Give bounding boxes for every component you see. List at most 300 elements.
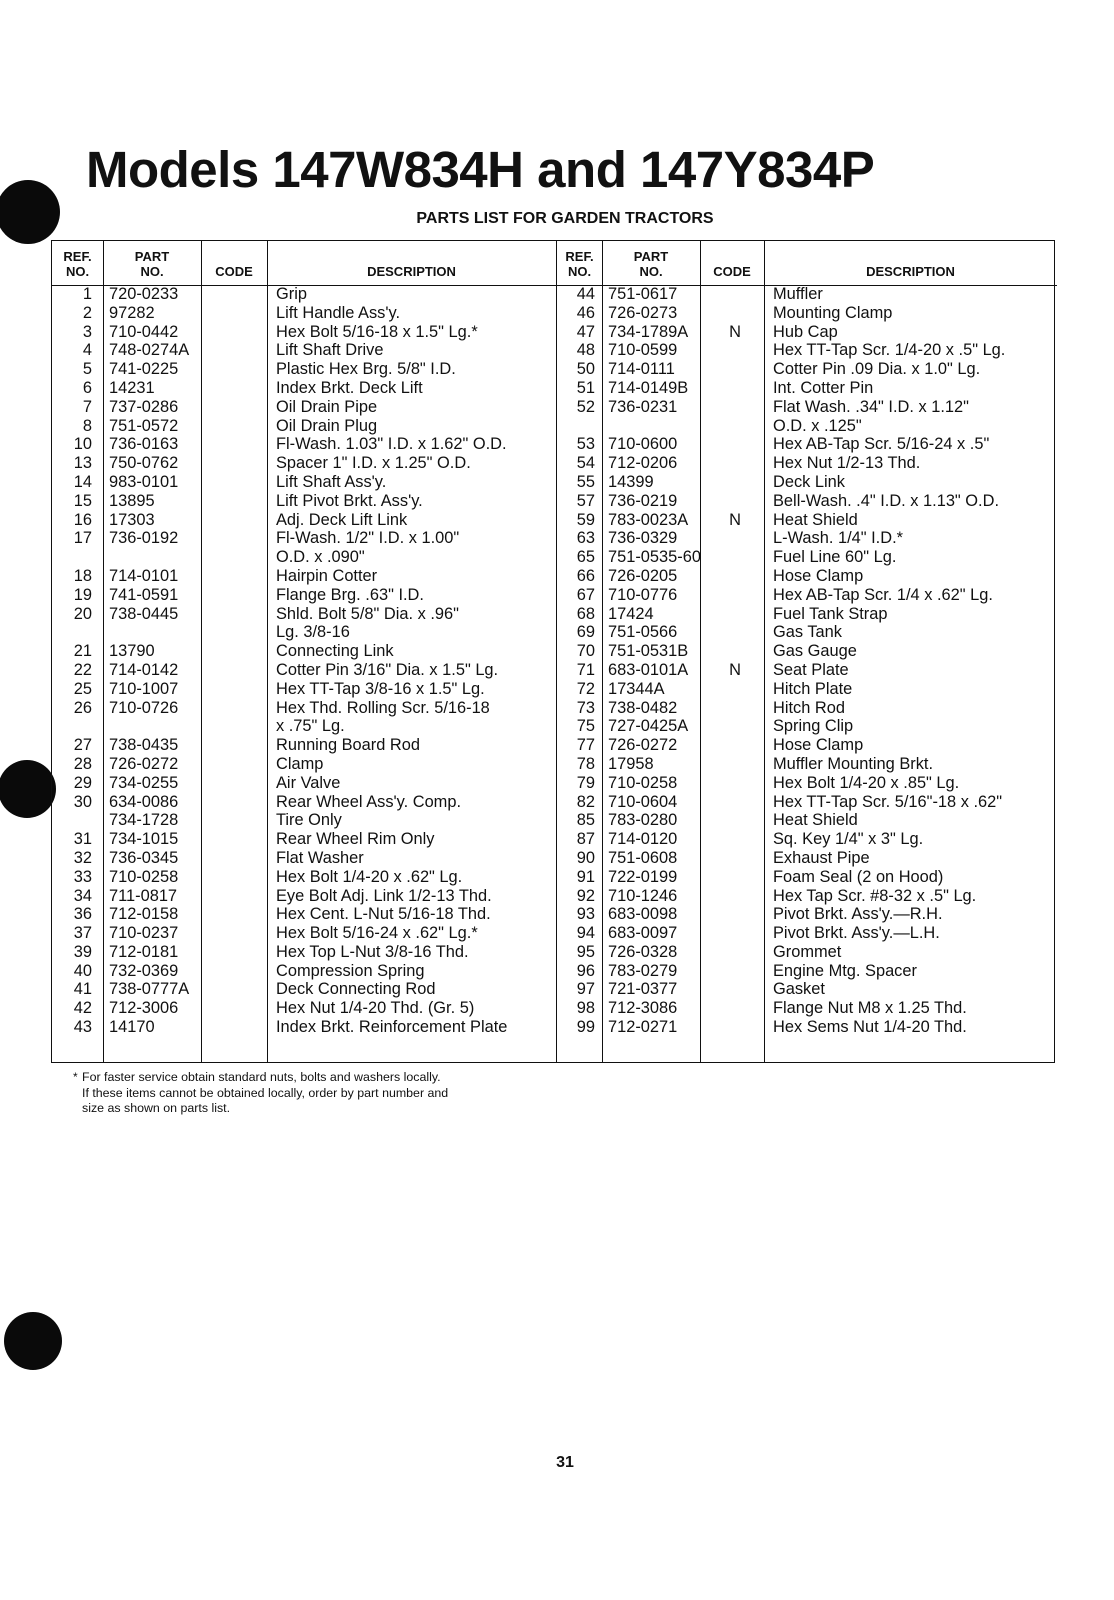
table-row bbox=[52, 642, 556, 661]
table-row bbox=[557, 736, 1057, 755]
part-no-cell: 736-0163 bbox=[109, 435, 179, 454]
footnote-line: If these items cannot be obtained locally, order by part number and bbox=[82, 1085, 449, 1100]
description-cell: Lg. 3/8-16 bbox=[276, 623, 350, 642]
ref-no-cell: 43 bbox=[73, 1018, 92, 1037]
description-cell: Hex Sems Nut 1/4-20 Thd. bbox=[773, 1018, 967, 1037]
description-cell: Hex Bolt 5/16-24 x .62" Lg.* bbox=[276, 924, 478, 943]
ref-no-cell: 93 bbox=[576, 905, 595, 924]
part-no-cell: 710-0726 bbox=[109, 698, 179, 717]
part-no-cell: 751-0531B bbox=[608, 642, 689, 661]
part-no-cell: 726-0273 bbox=[608, 303, 678, 322]
table-row bbox=[52, 661, 556, 680]
description-cell: Index Brkt. Deck Lift bbox=[276, 378, 423, 397]
ref-no-cell: 37 bbox=[73, 924, 92, 943]
table-row bbox=[52, 980, 556, 999]
part-no-cell: 710-0237 bbox=[109, 924, 179, 943]
ref-no-cell: 32 bbox=[73, 848, 92, 867]
part-no-cell: 736-0329 bbox=[608, 529, 678, 548]
ref-no-cell: 67 bbox=[576, 585, 595, 604]
part-no-cell: 720-0233 bbox=[109, 285, 179, 303]
description-cell: O.D. x .090" bbox=[276, 548, 365, 567]
header-description: DESCRIPTION bbox=[866, 264, 955, 279]
description-cell: Hairpin Cotter bbox=[276, 566, 378, 585]
ref-no-cell: 50 bbox=[576, 360, 595, 379]
part-no-cell: 13790 bbox=[109, 642, 155, 661]
part-no-cell: 710-0442 bbox=[109, 322, 179, 341]
part-no-cell: 13895 bbox=[109, 491, 155, 510]
description-cell: Hex Tap Scr. #8-32 x .5" Lg. bbox=[773, 886, 977, 905]
ref-no-cell: 73 bbox=[576, 698, 595, 717]
part-no-cell: 721-0377 bbox=[608, 980, 678, 999]
table-row bbox=[557, 417, 1057, 436]
table-row bbox=[557, 999, 1057, 1018]
table-row bbox=[52, 793, 556, 812]
part-no-cell: 751-0535-60 bbox=[608, 548, 701, 567]
ref-no-cell: 98 bbox=[576, 999, 595, 1018]
table-row bbox=[557, 586, 1057, 605]
ref-no-cell: 90 bbox=[576, 848, 595, 867]
table-row bbox=[557, 680, 1057, 699]
part-no-cell: 983-0101 bbox=[109, 472, 179, 491]
part-no-cell: 783-0279 bbox=[608, 961, 678, 980]
ref-no-cell: 6 bbox=[82, 378, 92, 397]
table-row bbox=[52, 435, 556, 454]
part-no-cell: 710-0600 bbox=[608, 435, 678, 454]
description-cell: Running Board Rod bbox=[276, 736, 420, 755]
table-row bbox=[557, 567, 1057, 586]
description-cell: Grommet bbox=[773, 942, 842, 961]
ref-no-cell: 70 bbox=[576, 642, 595, 661]
description-cell: Oil Drain Pipe bbox=[276, 397, 378, 416]
description-cell: Foam Seal (2 on Hood) bbox=[773, 867, 944, 886]
binder-hole bbox=[4, 1312, 62, 1370]
table-row bbox=[52, 717, 556, 736]
description-cell: x .75" Lg. bbox=[276, 717, 345, 736]
description-cell: Hex TT-Tap 3/8-16 x 1.5" Lg. bbox=[276, 679, 485, 698]
ref-no-cell: 15 bbox=[73, 491, 92, 510]
part-no-cell: 738-0445 bbox=[109, 604, 179, 623]
description-cell: Heat Shield bbox=[773, 510, 858, 529]
table-row bbox=[52, 905, 556, 924]
part-no-cell: 710-1246 bbox=[608, 886, 678, 905]
ref-no-cell: 68 bbox=[576, 604, 595, 623]
ref-no-cell: 52 bbox=[576, 397, 595, 416]
ref-no-cell: 71 bbox=[576, 660, 595, 679]
description-cell: Deck Connecting Rod bbox=[276, 980, 436, 999]
description-cell: Hex AB-Tap Scr. 5/16-24 x .5" bbox=[773, 435, 990, 454]
page-subtitle: PARTS LIST FOR GARDEN TRACTORS bbox=[416, 210, 714, 227]
part-no-cell: 736-0231 bbox=[608, 397, 678, 416]
description-cell: L-Wash. 1/4" I.D.* bbox=[773, 529, 904, 548]
ref-no-cell: 94 bbox=[576, 924, 595, 943]
table-row bbox=[557, 699, 1057, 718]
ref-no-cell: 13 bbox=[73, 454, 92, 473]
table-row bbox=[557, 435, 1057, 454]
part-no-cell: 741-0225 bbox=[109, 360, 179, 379]
ref-no-cell: 17 bbox=[73, 529, 92, 548]
table-row bbox=[557, 473, 1057, 492]
part-no-cell: 17424 bbox=[608, 604, 654, 623]
ref-no-cell: 54 bbox=[576, 454, 595, 473]
ref-no-cell: 78 bbox=[576, 754, 595, 773]
ref-no-cell: 87 bbox=[576, 830, 595, 849]
parts-table bbox=[51, 240, 1055, 1063]
header-part-no: PART NO. bbox=[633, 249, 669, 279]
ref-no-cell: 44 bbox=[576, 285, 595, 303]
description-cell: Hex Bolt 5/16-18 x 1.5" Lg.* bbox=[276, 322, 478, 341]
ref-no-cell: 47 bbox=[576, 322, 595, 341]
ref-no-cell: 26 bbox=[73, 698, 92, 717]
ref-no-cell: 92 bbox=[576, 886, 595, 905]
part-no-cell: 17344A bbox=[608, 679, 665, 698]
table-row bbox=[557, 849, 1057, 868]
description-cell: Rear Wheel Rim Only bbox=[276, 830, 435, 849]
part-no-cell: 712-0181 bbox=[109, 942, 179, 961]
part-no-cell: 736-0192 bbox=[109, 529, 179, 548]
table-row bbox=[52, 943, 556, 962]
header-code: CODE bbox=[215, 264, 253, 279]
description-cell: Hex TT-Tap Scr. 1/4-20 x .5" Lg. bbox=[773, 341, 1006, 360]
table-row bbox=[557, 304, 1057, 323]
ref-no-cell: 18 bbox=[73, 566, 92, 585]
table-row bbox=[557, 774, 1057, 793]
table-row bbox=[52, 360, 556, 379]
description-cell: Clamp bbox=[276, 754, 324, 773]
description-cell: Flat Washer bbox=[276, 848, 364, 867]
part-no-cell: 710-1007 bbox=[109, 679, 179, 698]
ref-no-cell: 33 bbox=[73, 867, 92, 886]
part-no-cell: 17958 bbox=[608, 754, 654, 773]
footnote-asterisk: * bbox=[73, 1070, 78, 1084]
ref-no-cell: 77 bbox=[576, 736, 595, 755]
description-cell: Pivot Brkt. Ass'y.—R.H. bbox=[773, 905, 943, 924]
table-row bbox=[557, 398, 1057, 417]
ref-no-cell: 25 bbox=[73, 679, 92, 698]
table-row bbox=[557, 642, 1057, 661]
description-cell: Index Brkt. Reinforcement Plate bbox=[276, 1018, 508, 1037]
table-row bbox=[557, 605, 1057, 624]
part-no-cell: 738-0482 bbox=[608, 698, 678, 717]
description-cell: Gas Tank bbox=[773, 623, 842, 642]
table-row bbox=[52, 567, 556, 586]
table-row bbox=[52, 830, 556, 849]
ref-no-cell: 51 bbox=[576, 378, 595, 397]
description-cell: Sq. Key 1/4" x 3" Lg. bbox=[773, 830, 924, 849]
description-cell: Mounting Clamp bbox=[773, 303, 893, 322]
table-body bbox=[557, 285, 1057, 1037]
description-cell: Adj. Deck Lift Link bbox=[276, 510, 408, 529]
parts-table-left-half bbox=[52, 241, 556, 1062]
table-row bbox=[52, 548, 556, 567]
description-cell: Heat Shield bbox=[773, 811, 858, 830]
ref-no-cell: 57 bbox=[576, 491, 595, 510]
ref-no-cell: 1 bbox=[82, 285, 92, 303]
table-row bbox=[52, 1018, 556, 1037]
table-row bbox=[52, 736, 556, 755]
ref-no-cell: 69 bbox=[576, 623, 595, 642]
table-row bbox=[557, 623, 1057, 642]
part-no-cell: 710-0604 bbox=[608, 792, 678, 811]
description-cell: Hex AB-Tap Scr. 1/4 x .62" Lg. bbox=[773, 585, 993, 604]
description-cell: Hex Bolt 1/4-20 x .85" Lg. bbox=[773, 773, 960, 792]
ref-no-cell: 95 bbox=[576, 942, 595, 961]
table-body bbox=[52, 285, 556, 1037]
ref-no-cell: 16 bbox=[73, 510, 92, 529]
description-cell: Rear Wheel Ass'y. Comp. bbox=[276, 792, 462, 811]
table-row bbox=[52, 811, 556, 830]
description-cell: Gas Gauge bbox=[773, 642, 857, 661]
part-no-cell: 714-0111 bbox=[608, 360, 675, 379]
description-cell: Flange Brg. .63" I.D. bbox=[276, 585, 424, 604]
table-row bbox=[557, 548, 1057, 567]
part-no-cell: 734-1728 bbox=[109, 811, 179, 830]
description-cell: Hitch Plate bbox=[773, 679, 853, 698]
ref-no-cell: 3 bbox=[82, 322, 92, 341]
ref-no-cell: 97 bbox=[576, 980, 595, 999]
description-cell: Hub Cap bbox=[773, 322, 838, 341]
part-no-cell: 726-0272 bbox=[608, 736, 678, 755]
part-no-cell: 710-0258 bbox=[608, 773, 678, 792]
ref-no-cell: 65 bbox=[576, 548, 595, 567]
table-row bbox=[557, 1018, 1057, 1037]
ref-no-cell: 53 bbox=[576, 435, 595, 454]
ref-no-cell: 8 bbox=[82, 416, 92, 435]
description-cell: Plastic Hex Brg. 5/8" I.D. bbox=[276, 360, 456, 379]
table-row bbox=[52, 887, 556, 906]
table-row bbox=[557, 379, 1057, 398]
code-cell: N bbox=[729, 322, 741, 341]
description-cell: Fl-Wash. 1/2" I.D. x 1.00" bbox=[276, 529, 460, 548]
ref-no-cell: 34 bbox=[73, 886, 92, 905]
ref-no-cell: 63 bbox=[576, 529, 595, 548]
description-cell: Fuel Tank Strap bbox=[773, 604, 888, 623]
part-no-cell: 97282 bbox=[109, 303, 155, 322]
part-no-cell: 14170 bbox=[109, 1018, 155, 1037]
description-cell: Compression Spring bbox=[276, 961, 425, 980]
table-row bbox=[52, 473, 556, 492]
table-row bbox=[52, 699, 556, 718]
part-no-cell: 712-0271 bbox=[608, 1018, 678, 1037]
description-cell: Lift Shaft Drive bbox=[276, 341, 384, 360]
ref-no-cell: 27 bbox=[73, 736, 92, 755]
table-row bbox=[52, 774, 556, 793]
ref-no-cell: 14 bbox=[73, 472, 92, 491]
table-row bbox=[557, 285, 1057, 304]
description-cell: Air Valve bbox=[276, 773, 341, 792]
description-cell: Spacer 1" I.D. x 1.25" O.D. bbox=[276, 454, 471, 473]
description-cell: Hose Clamp bbox=[773, 736, 864, 755]
description-cell: Grip bbox=[276, 285, 307, 303]
part-no-cell: 710-0776 bbox=[608, 585, 678, 604]
part-no-cell: 783-0023A bbox=[608, 510, 689, 529]
table-row bbox=[557, 887, 1057, 906]
table-row bbox=[52, 285, 556, 304]
part-no-cell: 710-0599 bbox=[608, 341, 678, 360]
ref-no-cell: 75 bbox=[576, 717, 595, 736]
table-row bbox=[557, 323, 1057, 342]
ref-no-cell: 66 bbox=[576, 566, 595, 585]
ref-no-cell: 2 bbox=[82, 303, 92, 322]
part-no-cell: 712-0206 bbox=[608, 454, 678, 473]
table-row bbox=[52, 868, 556, 887]
table-row bbox=[557, 360, 1057, 379]
table-row bbox=[52, 755, 556, 774]
ref-no-cell: 48 bbox=[576, 341, 595, 360]
description-cell: Spring Clip bbox=[773, 717, 854, 736]
description-cell: Hex Top L-Nut 3/8-16 Thd. bbox=[276, 942, 469, 961]
description-cell: Lift Shaft Ass'y. bbox=[276, 472, 387, 491]
table-row bbox=[557, 511, 1057, 530]
table-row bbox=[557, 454, 1057, 473]
part-no-cell: 683-0097 bbox=[608, 924, 678, 943]
part-no-cell: 734-1789A bbox=[608, 322, 689, 341]
part-no-cell: 712-3006 bbox=[109, 999, 179, 1018]
description-cell: Flat Wash. .34" I.D. x 1.12" bbox=[773, 397, 969, 416]
part-no-cell: 734-1015 bbox=[109, 830, 179, 849]
table-row bbox=[52, 341, 556, 360]
part-no-cell: 737-0286 bbox=[109, 397, 179, 416]
part-no-cell: 751-0566 bbox=[608, 623, 678, 642]
part-no-cell: 732-0369 bbox=[109, 961, 179, 980]
ref-no-cell: 99 bbox=[576, 1018, 595, 1037]
part-no-cell: 722-0199 bbox=[608, 867, 678, 886]
footnote-line: size as shown on parts list. bbox=[82, 1101, 231, 1115]
part-no-cell: 714-0149B bbox=[608, 378, 689, 397]
description-cell: Hitch Rod bbox=[773, 698, 845, 717]
description-cell: Hex TT-Tap Scr. 5/16"-18 x .62" bbox=[773, 792, 1003, 811]
description-cell: Tire Only bbox=[276, 811, 342, 830]
table-row bbox=[557, 661, 1057, 680]
ref-no-cell: 20 bbox=[73, 604, 92, 623]
header-ref-no: REF. NO. bbox=[63, 249, 92, 279]
part-no-cell: 714-0142 bbox=[109, 660, 179, 679]
part-no-cell: 738-0435 bbox=[109, 736, 179, 755]
description-cell: Hex Cent. L-Nut 5/16-18 Thd. bbox=[276, 905, 491, 924]
description-cell: Gasket bbox=[773, 980, 825, 999]
table-row bbox=[557, 717, 1057, 736]
ref-no-cell: 30 bbox=[73, 792, 92, 811]
part-no-cell: 14231 bbox=[109, 378, 155, 397]
part-no-cell: 738-0777A bbox=[109, 980, 190, 999]
table-header bbox=[52, 241, 556, 286]
table-row bbox=[52, 605, 556, 624]
description-cell: Engine Mtg. Spacer bbox=[773, 961, 917, 980]
part-no-cell: 750-0762 bbox=[109, 454, 179, 473]
page-number: 31 bbox=[556, 1454, 574, 1471]
part-no-cell: 714-0101 bbox=[109, 566, 179, 585]
table-row bbox=[557, 811, 1057, 830]
ref-no-cell: 4 bbox=[82, 341, 92, 360]
ref-no-cell: 7 bbox=[82, 397, 92, 416]
part-no-cell: 14399 bbox=[608, 472, 654, 491]
part-no-cell: 726-0328 bbox=[608, 942, 678, 961]
description-cell: Deck Link bbox=[773, 472, 845, 491]
part-no-cell: 712-3086 bbox=[608, 999, 678, 1018]
part-no-cell: 17303 bbox=[109, 510, 155, 529]
table-row bbox=[557, 341, 1057, 360]
part-no-cell: 712-0158 bbox=[109, 905, 179, 924]
header-code: CODE bbox=[713, 264, 751, 279]
table-row bbox=[52, 304, 556, 323]
part-no-cell: 726-0272 bbox=[109, 754, 179, 773]
description-cell: Bell-Wash. .4" I.D. x 1.13" O.D. bbox=[773, 491, 999, 510]
description-cell: Fl-Wash. 1.03" I.D. x 1.62" O.D. bbox=[276, 435, 507, 454]
table-row bbox=[557, 529, 1057, 548]
table-row bbox=[557, 492, 1057, 511]
ref-no-cell: 19 bbox=[73, 585, 92, 604]
table-row bbox=[557, 905, 1057, 924]
footnote bbox=[73, 1070, 562, 1117]
description-cell: Cotter Pin .09 Dia. x 1.0" Lg. bbox=[773, 360, 981, 379]
description-cell: Oil Drain Plug bbox=[276, 416, 378, 435]
description-cell: Hose Clamp bbox=[773, 566, 864, 585]
ref-no-cell: 59 bbox=[576, 510, 595, 529]
part-no-cell: 727-0425A bbox=[608, 717, 689, 736]
ref-no-cell: 28 bbox=[73, 754, 92, 773]
description-cell: Int. Cotter Pin bbox=[773, 378, 874, 397]
ref-no-cell: 41 bbox=[73, 980, 92, 999]
table-row bbox=[557, 830, 1057, 849]
part-no-cell: 726-0205 bbox=[608, 566, 678, 585]
part-no-cell: 734-0255 bbox=[109, 773, 179, 792]
table-row bbox=[557, 980, 1057, 999]
table-row bbox=[557, 924, 1057, 943]
table-row bbox=[52, 849, 556, 868]
part-no-cell: 634-0086 bbox=[109, 792, 179, 811]
part-no-cell: 714-0120 bbox=[608, 830, 678, 849]
description-cell: Eye Bolt Adj. Link 1/2-13 Thd. bbox=[276, 886, 492, 905]
table-row bbox=[52, 511, 556, 530]
part-no-cell: 683-0101A bbox=[608, 660, 689, 679]
table-row bbox=[52, 454, 556, 473]
description-cell: Shld. Bolt 5/8" Dia. x .96" bbox=[276, 604, 459, 623]
header-ref-no: REF. NO. bbox=[565, 249, 594, 279]
table-row bbox=[52, 680, 556, 699]
description-cell: Flange Nut M8 x 1.25 Thd. bbox=[773, 999, 967, 1018]
part-no-cell: 748-0274A bbox=[109, 341, 190, 360]
part-no-cell: 710-0258 bbox=[109, 867, 179, 886]
ref-no-cell: 82 bbox=[576, 792, 595, 811]
part-no-cell: 751-0572 bbox=[109, 416, 179, 435]
ref-no-cell: 22 bbox=[73, 660, 92, 679]
ref-no-cell: 55 bbox=[576, 472, 595, 491]
table-row bbox=[52, 924, 556, 943]
part-no-cell: 683-0098 bbox=[608, 905, 678, 924]
ref-no-cell: 10 bbox=[73, 435, 92, 454]
table-row bbox=[52, 379, 556, 398]
table-row bbox=[557, 868, 1057, 887]
table-row bbox=[52, 492, 556, 511]
ref-no-cell: 42 bbox=[73, 999, 92, 1018]
description-cell: Fuel Line 60" Lg. bbox=[773, 548, 897, 567]
code-cell: N bbox=[729, 660, 741, 679]
ref-no-cell: 5 bbox=[82, 360, 92, 379]
description-cell: Connecting Link bbox=[276, 642, 394, 661]
binder-hole bbox=[0, 760, 56, 818]
part-no-cell: 751-0608 bbox=[608, 848, 678, 867]
header-description: DESCRIPTION bbox=[367, 264, 456, 279]
ref-no-cell: 46 bbox=[576, 303, 595, 322]
ref-no-cell: 29 bbox=[73, 773, 92, 792]
description-cell: Exhaust Pipe bbox=[773, 848, 870, 867]
part-no-cell: 741-0591 bbox=[109, 585, 179, 604]
part-no-cell: 711-0817 bbox=[109, 886, 178, 905]
footnote-line: For faster service obtain standard nuts, bolts and washers locally. bbox=[82, 1070, 441, 1084]
description-cell: Hex Bolt 1/4-20 x .62" Lg. bbox=[276, 867, 463, 886]
description-cell: Lift Pivot Brkt. Ass'y. bbox=[276, 491, 423, 510]
code-cell: N bbox=[729, 510, 741, 529]
description-cell: Cotter Pin 3/16" Dia. x 1.5" Lg. bbox=[276, 660, 499, 679]
